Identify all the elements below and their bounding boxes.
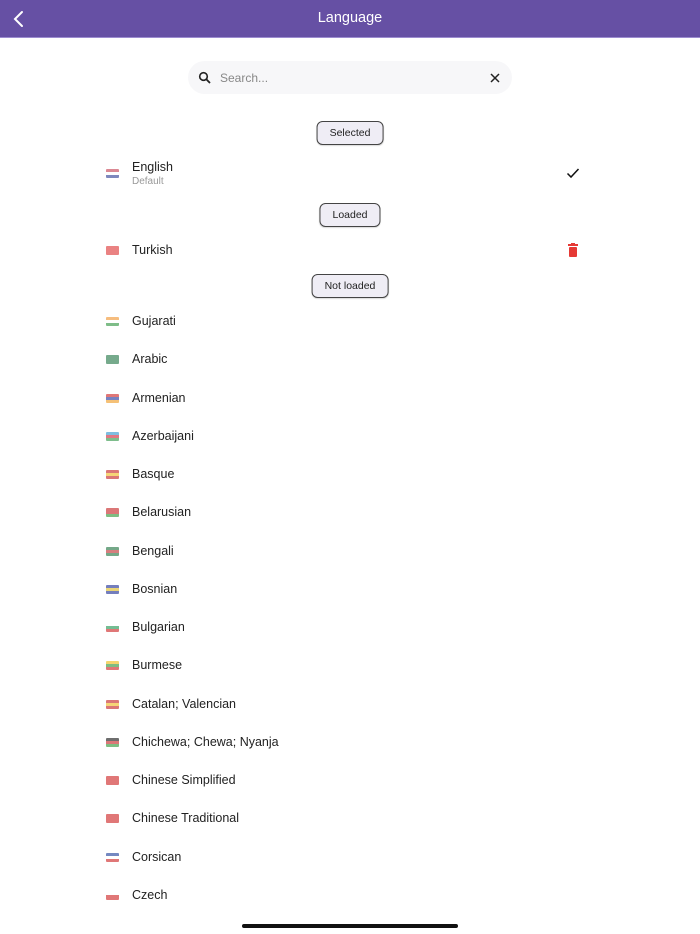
- language-name: Basque: [132, 467, 175, 481]
- language-name: Bosnian: [132, 581, 178, 596]
- language-name: Gujarati: [132, 314, 176, 328]
- language-name: Burmese: [132, 658, 183, 673]
- language-item[interactable]: [0, 570, 700, 608]
- home-indicator: [242, 924, 458, 928]
- flag-icon: [106, 891, 119, 900]
- flag-icon: [106, 623, 119, 632]
- language-name: Arabic: [132, 352, 168, 367]
- language-item[interactable]: [0, 493, 700, 531]
- language-item[interactable]: [0, 646, 700, 684]
- page-title: Language: [317, 10, 383, 26]
- language-item-selected[interactable]: [0, 155, 700, 193]
- language-item[interactable]: [0, 379, 700, 417]
- language-item[interactable]: [0, 302, 700, 340]
- language-name: Bengali: [132, 543, 174, 558]
- clear-search-icon[interactable]: [489, 72, 501, 84]
- flag-icon: [106, 585, 119, 594]
- language-item[interactable]: [0, 876, 700, 914]
- flag-icon: [106, 355, 119, 364]
- flag-icon: [106, 317, 119, 326]
- language-name: Turkish: [132, 243, 173, 257]
- language-name: Belarusian: [132, 505, 192, 520]
- flag-icon: [106, 547, 119, 556]
- language-name: Armenian: [132, 390, 186, 405]
- language-item[interactable]: [0, 417, 700, 455]
- flag-icon: [106, 394, 119, 403]
- language-name: Corsican: [132, 849, 182, 864]
- section-loaded-label: Loaded: [319, 203, 380, 227]
- language-item[interactable]: [0, 340, 700, 378]
- language-item[interactable]: [0, 799, 700, 837]
- language-item[interactable]: [0, 685, 700, 723]
- section-not-loaded-label: Not loaded: [312, 274, 389, 298]
- language-name: Chinese Traditional: [132, 811, 240, 826]
- language-name: Chinese Simplified: [132, 773, 236, 787]
- language-item[interactable]: [0, 723, 700, 761]
- search-input[interactable]: [220, 71, 489, 85]
- flag-icon: [106, 853, 119, 862]
- delete-trash-icon[interactable]: [567, 243, 579, 257]
- language-name: Azerbaijani: [132, 428, 194, 443]
- search-icon: [198, 71, 212, 85]
- language-subtitle: Default: [132, 176, 164, 187]
- language-item[interactable]: [0, 761, 700, 799]
- language-item[interactable]: [0, 608, 700, 646]
- flag-icon: [106, 246, 119, 255]
- flag-icon: [106, 432, 119, 441]
- app-header: [0, 0, 700, 38]
- search-bar: [188, 61, 512, 94]
- language-name: Bulgarian: [132, 620, 185, 634]
- language-item[interactable]: [0, 532, 700, 570]
- flag-icon: [106, 738, 119, 747]
- section-selected-label: Selected: [317, 121, 384, 145]
- language-name: English: [132, 160, 173, 174]
- flag-icon: [106, 814, 119, 823]
- flag-icon: [106, 169, 119, 178]
- flag-icon: [106, 776, 119, 785]
- language-name: Czech: [132, 887, 168, 902]
- flag-icon: [106, 700, 119, 709]
- flag-icon: [106, 661, 119, 670]
- language-item[interactable]: [0, 838, 700, 876]
- language-name: Chichewa; Chewa; Nyanja: [132, 734, 279, 749]
- language-name: Catalan; Valencian: [132, 696, 237, 711]
- language-item-loaded[interactable]: [0, 231, 700, 269]
- flag-icon: [106, 470, 119, 479]
- flag-icon: [106, 508, 119, 517]
- checkmark-icon: [566, 166, 580, 180]
- language-item[interactable]: [0, 455, 700, 493]
